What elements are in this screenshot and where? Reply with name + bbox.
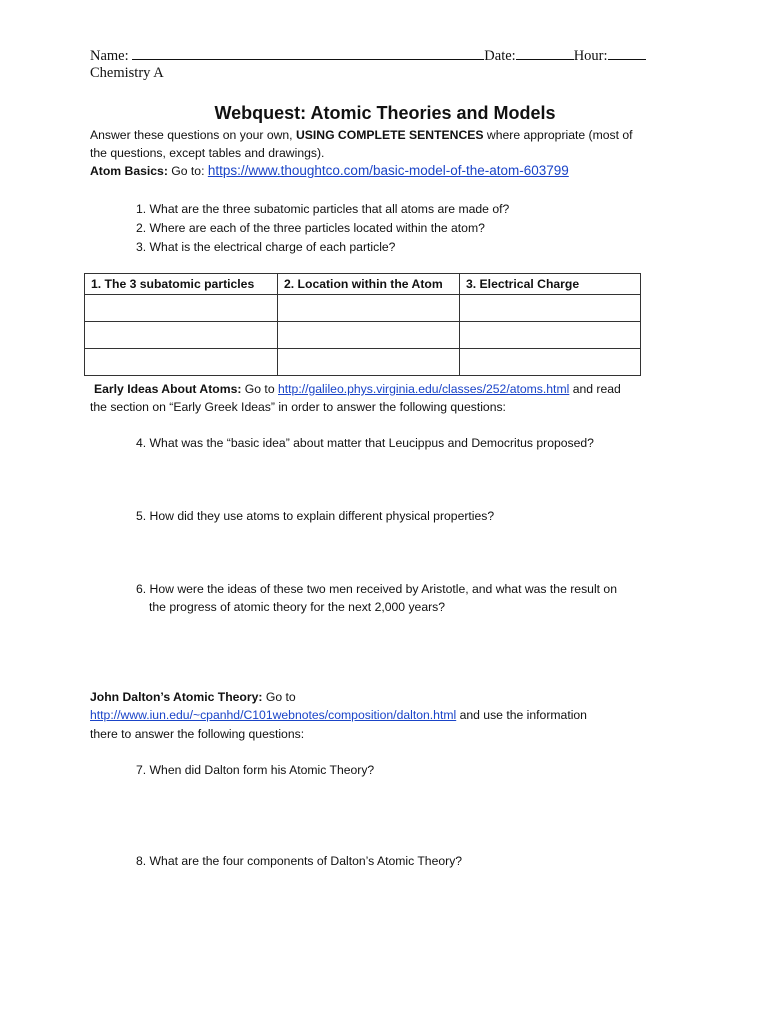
table-cell[interactable] xyxy=(85,322,278,349)
table-cell[interactable] xyxy=(278,349,460,376)
date-label: Date: xyxy=(484,48,516,64)
dalton-line-2 xyxy=(90,706,587,724)
question-4: 4. What was the “basic idea” about matter that Leucippus and Democritus proposed? xyxy=(136,436,594,450)
course-name: Chemistry A xyxy=(90,65,164,81)
hour-label: Hour: xyxy=(573,48,608,64)
dalton-link[interactable]: http://www.iun.edu/~cpanhd/C101webnotes/composition/dalton.html xyxy=(90,708,457,722)
table-row xyxy=(85,295,641,322)
early-ideas-link[interactable]: http://galileo.phys.virginia.edu/classes/252/atoms.html xyxy=(278,382,570,396)
table-cell[interactable] xyxy=(278,322,460,349)
question-2: 2. Where are each of the three particles located within the atom? xyxy=(136,221,485,235)
table-header-particles: 1. The 3 subatomic particles xyxy=(85,274,278,295)
table-cell[interactable] xyxy=(85,295,278,322)
atom-basics-label: Atom Basics: xyxy=(90,164,168,178)
name-line xyxy=(90,47,646,65)
early-ideas-goto: Go to xyxy=(241,382,278,396)
table-cell[interactable] xyxy=(278,295,460,322)
early-ideas-post: and read xyxy=(569,382,621,396)
question-3: 3. What is the electrical charge of each particle? xyxy=(136,240,396,254)
dalton-line-1 xyxy=(90,688,296,706)
atom-basics-link[interactable]: https://www.thoughtco.com/basic-model-of-the-atom-603799 xyxy=(207,163,569,178)
dalton-post: and use the information xyxy=(456,708,587,722)
table-header-charge: 3. Electrical Charge xyxy=(460,274,641,295)
dalton-label: John Dalton’s Atomic Theory: xyxy=(90,690,263,704)
dalton-goto: Go to xyxy=(262,690,296,704)
intro-line-1 xyxy=(90,126,633,144)
table-row xyxy=(85,322,641,349)
question-8: 8. What are the four components of Dalton’s Atomic Theory? xyxy=(136,854,463,868)
atom-basics-goto: Go to: xyxy=(167,164,208,178)
page-title: Webquest: Atomic Theories and Models xyxy=(214,103,556,123)
early-ideas-line-1 xyxy=(94,380,621,398)
question-1: 1. What are the three subatomic particles that all atoms are made of? xyxy=(136,202,510,216)
particles-table xyxy=(84,273,641,376)
intro-line-2: the questions, except tables and drawings). xyxy=(90,146,325,160)
table-header-location: 2. Location within the Atom xyxy=(278,274,460,295)
intro-text: Answer these questions on your own, xyxy=(90,128,296,142)
question-6-line-1: 6. How were the ideas of these two men received by Aristotle, and what was the result on xyxy=(136,582,617,596)
intro-emphasis: USING COMPLETE SENTENCES xyxy=(295,128,484,142)
name-blank[interactable] xyxy=(132,47,484,60)
atom-basics-line xyxy=(90,162,569,180)
hour-blank[interactable] xyxy=(608,47,646,60)
name-label: Name: xyxy=(90,48,129,64)
dalton-line-3: there to answer the following questions: xyxy=(90,727,305,741)
table-cell[interactable] xyxy=(460,295,641,322)
early-ideas-label: Early Ideas About Atoms: xyxy=(94,382,242,396)
table-cell[interactable] xyxy=(85,349,278,376)
early-ideas-line-2: the section on “Early Greek Ideas” in order to answer the following questions: xyxy=(90,400,506,414)
question-6-line-2: the progress of atomic theory for the next 2,000 years? xyxy=(149,600,446,614)
table-header-row xyxy=(85,274,641,295)
question-7: 7. When did Dalton form his Atomic Theory? xyxy=(136,763,375,777)
table-cell[interactable] xyxy=(460,349,641,376)
table-cell[interactable] xyxy=(460,322,641,349)
intro-text-tail: where appropriate (most of xyxy=(483,128,633,142)
question-5: 5. How did they use atoms to explain different physical properties? xyxy=(136,509,495,523)
date-blank[interactable] xyxy=(516,47,574,60)
table-row xyxy=(85,349,641,376)
